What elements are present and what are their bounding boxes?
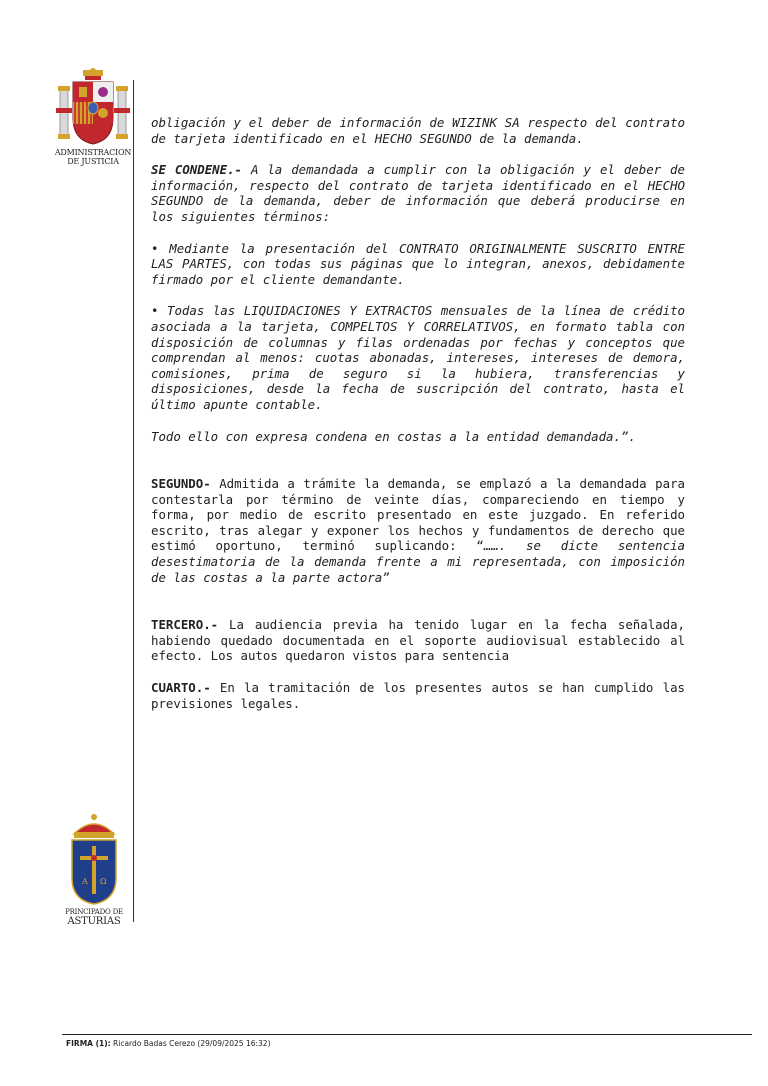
- principado-asturias-logo: [59, 812, 129, 936]
- bullet-paragraph: • Todas las LIQUIDACIONES Y EXTRACTOS mensuales de la línea de crédito asociada a la tarjeta, COMPELTOS Y CORRELATIVOS, en formato tabla con disposición de columnas y filas ordenadas por fechas y conceptos que comprendan al menos: cuotas abonadas, intereses, intereses de demora, comisiones, prima de seguro si la hubiera, transferencias y disposiciones, desde la fecha de suscripción del contrato, hasta el último apunte contable.: [151, 303, 685, 412]
- signature-label: FIRMA (1):: [66, 1039, 111, 1048]
- paragraph-lead: SE CONDENE.-: [151, 162, 242, 178]
- paragraph: [151, 162, 685, 224]
- paragraph-lead: TERCERO.-: [151, 617, 219, 633]
- logo-caption-line: ASTURIAS: [67, 916, 121, 927]
- bullet-paragraph: • Mediante la presentación del CONTRATO ORIGINALMENTE SUSCRITO ENTRE LAS PARTES, con todas sus páginas que lo integran, anexos, debidamente firmado por el cliente demandante.: [151, 240, 685, 287]
- paragraph-text: Admitida a trámite la demanda, se emplazó a la demandada para contestarla por término de veinte días, compareciendo en tiempo y forma, por medio de escrito presentado en este juzgado. En referido escrito, tras alegar y exponer los hechos y fundamentos de derecho que estimó oportuno, terminó suplicando: “: [151, 476, 685, 554]
- paragraph-text: La audiencia previa ha tenido lugar en la fecha señalada, habiendo quedado documentada en el soporte audiovisual establecido al efecto. Los autos quedaron vistos para sentencia: [151, 617, 685, 664]
- spain-coat-of-arms-icon: [55, 68, 131, 148]
- logo-caption-line: DE JUSTICIA: [67, 157, 119, 166]
- svg-text:Ω: Ω: [100, 877, 107, 886]
- svg-text:A: A: [82, 877, 88, 886]
- paragraph: obligación y el deber de información de WIZINK SA respecto del contrato de tarjeta identificado en el HECHO SEGUNDO de la demanda.: [151, 115, 685, 146]
- paragraph-lead: SEGUNDO-: [151, 476, 211, 492]
- footer-divider: [62, 1034, 752, 1035]
- paragraph-lead: CUARTO.-: [151, 680, 211, 696]
- paragraph: [151, 476, 685, 585]
- paragraph-text: En la tramitación de los presentes autos se han cumplido las previsiones legales.: [151, 680, 685, 711]
- signature-value: Ricardo Badas Cerezo (29/09/2025 16:32): [113, 1039, 271, 1048]
- logo-caption-line: PRINCIPADO DE: [65, 908, 123, 916]
- margin-divider: [133, 80, 134, 922]
- paragraph-text: A la demandada a cumplir con la obligación y el deber de información, respecto del contrato de tarjeta identificado en el HECHO SEGUNDO de la demanda, deber de información que deberá producirse en los siguientes términos:: [151, 162, 685, 224]
- quoted-text: ……. se dicte sentencia desestimatoria de la demanda frente a mi representada, con imposición de las costas a la parte actora”: [151, 538, 685, 585]
- administracion-justicia-logo: [53, 68, 133, 172]
- paragraph: Todo ello con expresa condena en costas a la entidad demandada.”.: [151, 428, 636, 444]
- paragraph: [151, 680, 685, 711]
- logo-caption-line: ADMINISTRACION: [54, 148, 132, 157]
- signature-footer: [66, 1039, 271, 1048]
- asturias-coat-of-arms-icon: [66, 812, 122, 908]
- document-body: [151, 115, 685, 727]
- paragraph: [151, 617, 685, 664]
